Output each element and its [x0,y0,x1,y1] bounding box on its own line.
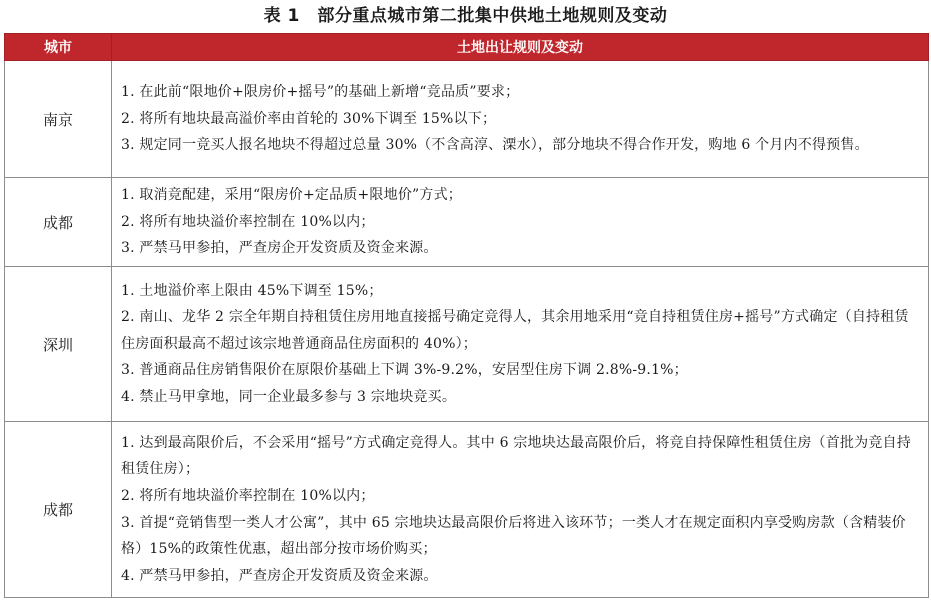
table-row [5,61,929,178]
rule-item: 4. 禁止马甲拿地，同一企业最多参与 3 宗地块竞买。 [121,388,457,405]
table-row [5,422,929,598]
rule-item: 3. 普通商品住房销售限价在原限价基础上下调 3%-9.2%，安居型住房下调 2.8%-9.1%； [121,362,688,379]
city-cell: 成都 [5,178,112,267]
rule-item: 3. 规定同一竞买人报名地块不得超过总量 30%（不含高淳、溧水），部分地块不得合作开发，购地 6 个月内不得预售。 [121,137,869,154]
city-cell: 南京 [5,61,112,178]
rules-cell [112,61,929,178]
land-rules-table [4,33,929,598]
city-cell: 成都 [5,422,112,598]
table-title: 表 1 部分重点城市第二批集中供地土地规则及变动 [263,6,668,26]
rule-item: 2. 将所有地块溢价率控制在 10%以内； [121,487,375,504]
rules-cell [112,178,929,267]
city-cell: 深圳 [5,267,112,422]
table-row [5,178,929,267]
rule-item: 3. 首提“竞销售型一类人才公寓”，其中 65 宗地块达最高限价后将进入该环节；一类人才在规定面积内享受购房款（含精装价格）15%的政策性优惠，超出部分按市场价购买； [121,514,906,558]
rule-item: 2. 将所有地块溢价率控制在 10%以内； [121,213,375,230]
rule-item: 1. 达到最高限价后，不会采用“摇号”方式确定竞得人。其中 6 宗地块达最高限价后，将竞自持保障性租赁住房（首批为竞自持租赁住房）； [121,434,911,478]
table-header-row [5,34,929,61]
header-rules: 土地出让规则及变动 [112,34,929,61]
header-city: 城市 [5,34,112,61]
rule-item: 3. 严禁马甲参拍，严查房企开发资质及资金来源。 [121,240,438,257]
rule-item: 2. 南山、龙华 2 宗全年期自持租赁住房用地直接摇号确定竞得人，其余用地采用“竞自持租赁住房+摇号”方式确定（自持租赁住房面积最高不超过该宗地普通商品住房面积的 40%）； [121,309,909,352]
rule-item: 1. 土地溢价率上限由 45%下调至 15%； [121,282,383,299]
rule-item: 2. 将所有地块最高溢价率由首轮的 30%下调至 15%以下； [121,110,497,127]
rules-cell [112,422,929,598]
rule-item: 1. 在此前“限地价+限房价+摇号”的基础上新增“竞品质”要求； [121,84,520,101]
table-row [5,267,929,422]
rules-cell [112,267,929,422]
rule-item: 4. 严禁马甲参拍，严查房企开发资质及资金来源。 [121,567,438,584]
rule-item: 1. 取消竞配建，采用“限房价+定品质+限地价”方式； [121,187,462,204]
